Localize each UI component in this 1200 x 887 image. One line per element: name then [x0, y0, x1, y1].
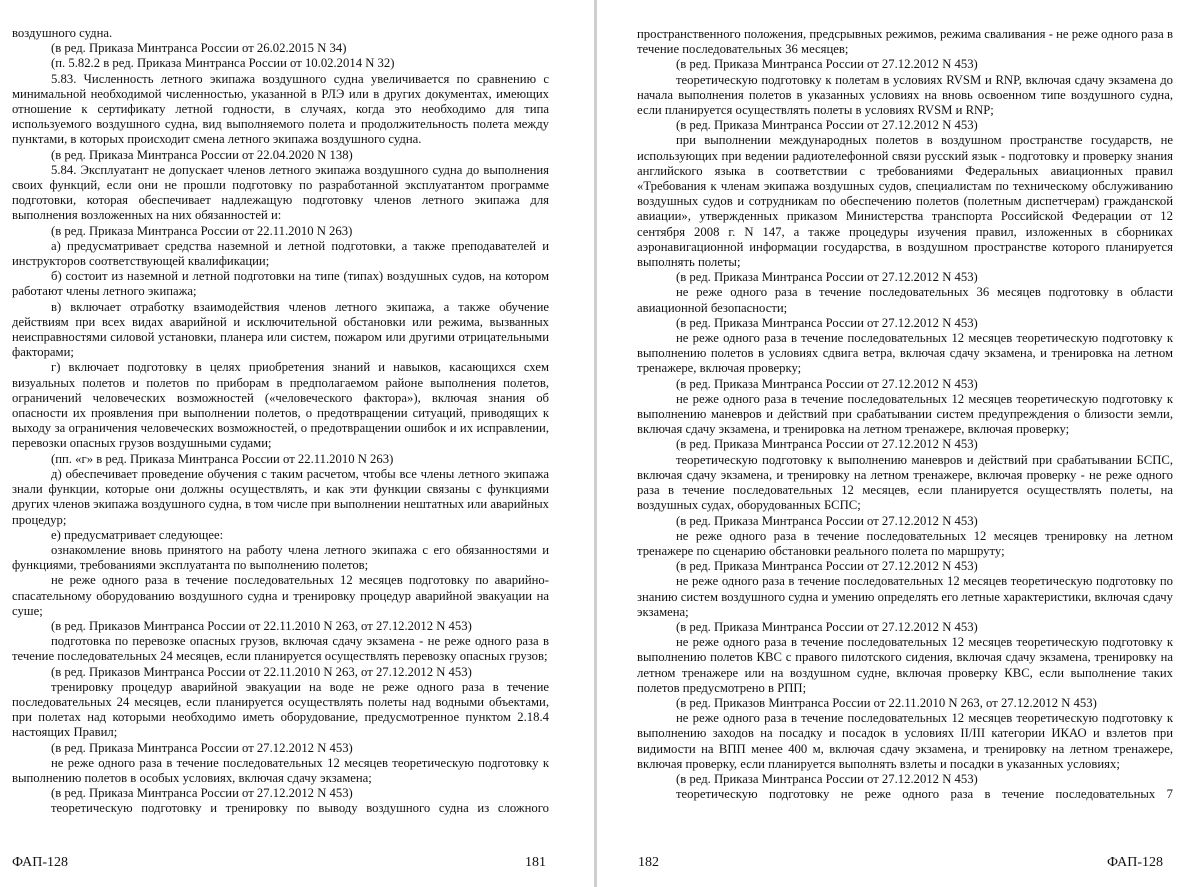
paragraph: (в ред. Приказа Минтранса России от 22.11.2010 N 263) [51, 223, 353, 238]
paragraph: (в ред. Приказов Минтранса России от 22.11.2010 N 263, от 27.12.2012 N 453) [51, 664, 472, 679]
paragraph: (в ред. Приказа Минтранса России от 27.12.2012 N 453) [51, 786, 353, 801]
right-page-number: 182 [638, 855, 659, 870]
paragraph: д) обеспечивает проведение обучения с таким расчетом, чтобы все члены летного экипажа знали функции, которые они должны осуществлять, и как эти функции связаны с функциями других членов экипажа воздушного судна, в том числе при выполнении нештатных или аварийных процедур; [12, 466, 549, 527]
paragraph: (в ред. Приказа Минтранса России от 27.12.2012 N 453) [676, 619, 978, 634]
paragraph: не реже одного раза в течение последовательных 12 месяцев тренировку на летном тренажере по сценарию обстановки реального полета по маршруту; [637, 528, 1173, 558]
paragraph: (в ред. Приказа Минтранса России от 27.12.2012 N 453) [676, 376, 978, 391]
paragraph: 5.83. Численность летного экипажа воздушного судна увеличивается по сравнению с минимальной необходимой численностью, указанной в РЛЭ или в других документах, имеющих отношение к сертификату летной годности, в случаях, когда это необходимо для типа используемого воздушного судна, вид выполняемого полета и продолжительность полета между пунктами, в которых происходит смена летного экипажа воздушного судна. [12, 71, 549, 147]
paragraph: тренировку процедур аварийной эвакуации на воде не реже одного раза в течение последовательных 24 месяцев, если планируется осуществлять полеты над водными объектами, при полетах над которыми необходимо иметь оборудование, предусмотренное пунктом 2.18.4 настоящих Правил; [12, 679, 549, 740]
paragraph: (в ред. Приказов Минтранса России от 22.11.2010 N 263, от 27.12.2012 N 453) [676, 695, 1097, 710]
right-page [597, 0, 1200, 887]
paragraph: 5.84. Эксплуатант не допускает членов летного экипажа воздушного судна до выполнения своих функций, если они не прошли подготовку по разработанной эксплуатантом программе подготовки, которая обеспечивает надлежащую подготовку членов летного экипажа для выполнения возложенных на них обязанностей и: [12, 162, 549, 223]
right-page-body [637, 27, 1173, 802]
paragraph: (в ред. Приказа Минтранса России от 27.12.2012 N 453) [676, 437, 978, 452]
paragraph: не реже одного раза в течение последовательных 12 месяцев теоретическую подготовку по знанию систем воздушного судна и умению определять его летные характеристики, включая сдачу экзамена; [637, 574, 1173, 619]
paragraph: теоретическую подготовку к полетам в условиях RVSM и RNP, включая сдачу экзамена до начала выполнения полетов в указанных условиях на вновь освоенном типе воздушного судна, если планируется осуществлять полеты в условиях RVSM и RNP; [637, 72, 1173, 118]
paragraph: (в ред. Приказа Минтранса России от 27.12.2012 N 453) [676, 559, 978, 574]
paragraph: (в ред. Приказа Минтранса России от 27.12.2012 N 453) [676, 315, 978, 330]
paragraph: воздушного судна. [12, 26, 113, 40]
paragraph: пространственного положения, предсрывных режимов, режима сваливания - не реже одного раза в течение последовательных 36 месяцев; [637, 27, 1173, 57]
paragraph: (в ред. Приказа Минтранса России от 27.12.2012 N 453) [676, 57, 978, 72]
left-page [0, 0, 594, 887]
paragraph: ознакомление вновь принятого на работу члена летного экипажа с его обязанностями и функциями, требованиями эксплуатанта по выполнению полетов; [12, 542, 549, 573]
paragraph: г) включает подготовку в целях приобретения знаний и навыков, касающихся схем визуальных полетов и полетов по приборам в предполагаемом районе выполнения полетов, ограничений человеческих возможностей («человеческого фактора»), включая знания об опасности их проявления при выполнении полетов, о предотвращении ситуаций, приводящих к выходу за ограничения человеческих возможностей, о предотвращении ошибок и их исправлении, перевозки опасных грузов воздушными судами; [12, 360, 549, 451]
left-page-body [12, 26, 549, 817]
paragraph: не реже одного раза в течение последовательных 12 месяцев теоретическую подготовку к выполнению полетов в условиях сдвига ветра, включая сдачу экзамена, и тренировка на летном тренажере, включая проверку; [637, 331, 1173, 376]
paragraph: (в ред. Приказа Минтранса России от 27.12.2012 N 453) [676, 118, 978, 133]
paragraph: (в ред. Приказа Минтранса России от 27.12.2012 N 453) [676, 270, 978, 285]
paragraph: не реже одного раза в течение последовательных 12 месяцев теоретическую подготовку к выполнению полетов КВС с правого пилотского сидения, включая сдачу экзамена, тренировку на летном тренажере или на воздушном судне, включая проверку КВС, если выполнение таких полетов предусмотрено в РПП; [637, 635, 1173, 695]
paragraph: не реже одного раза в течение последовательных 12 месяцев теоретическую подготовку к выполнению маневров и действий при срабатывании систем предупреждения о близости земли, включая сдачу экзамена, и тренировка на летном тренажере, включая проверку; [637, 391, 1173, 437]
paragraph: (п. 5.82.2 в ред. Приказа Минтранса России от 10.02.2014 N 32) [51, 56, 395, 71]
paragraph: (в ред. Приказа Минтранса России от 27.12.2012 N 453) [676, 771, 978, 786]
paragraph: не реже одного раза в течение последовательных 12 месяцев подготовку по аварийно-спасательному оборудованию воздушного судна и тренировку процедур аварийной эвакуации на суше; [12, 573, 549, 618]
paragraph: не реже одного раза в течение последовательных 12 месяцев теоретическую подготовку к выполнению заходов на посадку и посадок в условиях II/III категории ИКАО и взлетов при видимости на ВПП менее 400 м, включая сдачу экзамена, и тренировку на летном тренажере, включая проверку, если планируется выполнять взлеты и посадки в указанных условиях; [637, 711, 1173, 771]
paragraph: а) предусматривает средства наземной и летной подготовки, а также преподавателей и инструкторов соответствующей квалификации; [12, 238, 549, 269]
paragraph: (в ред. Приказа Минтранса России от 26.02.2015 N 34) [51, 41, 347, 56]
paragraph: б) состоит из наземной и летной подготовки на типе (типах) воздушных судов, на котором работают члены летного экипажа; [12, 269, 549, 299]
paragraph: не реже одного раза в течение последовательных 36 месяцев подготовку в области авиационной безопасности; [637, 285, 1173, 315]
paragraph: при выполнении международных полетов в воздушном пространстве государств, не использующих при ведении радиотелефонной связи русский язык - подготовку и проверку знания английского языка в соответствии с требованиями Федеральных авиационных правил «Требования к членам экипажа воздушных судов, специалистам по техническому обслуживанию воздушных судов и сотрудникам по обеспечению полетов (полетным диспетчерам) гражданской авиации», утвержденных приказом Министерства транспорта Российской Федерации от 12 сентября 2008 г. N 147, а также процедуры изучения правил, изложенных в сборниках аэронавигационной информации государства, в воздушном пространстве которого планируется выполнять полеты; [637, 133, 1173, 270]
paragraph: теоретическую подготовку и тренировку по выводу воздушного судна из сложного [51, 801, 549, 816]
paragraph: (пп. «г» в ред. Приказа Минтранса России от 22.11.2010 N 263) [51, 451, 394, 466]
paragraph: (в ред. Приказа Минтранса России от 22.04.2020 N 138) [51, 147, 353, 162]
paragraph: теоретическую подготовку к выполнению маневров и действий при срабатывании БСПС, включая сдачу экзамена, и тренировку на летном тренажере, включая проверку - не реже одного раза в течение последовательных 12 месяцев, если планируется осуществлять полеты, на воздушных судах, оборудованных БСПС; [637, 452, 1173, 513]
paragraph: е) предусматривает следующее: [51, 527, 224, 542]
paragraph: (в ред. Приказа Минтранса России от 27.12.2012 N 453) [676, 513, 978, 528]
paragraph: теоретическую подготовку не реже одного раза в течение последовательных 7 [676, 787, 1173, 802]
left-page-footer-title: ФАП-128 [12, 855, 69, 870]
paragraph: в) включает отработку взаимодействия членов летного экипажа, а также обучение действиям при всех видах аварийной и исключительной обстановки или режима, вызванных неисправностями силовой установки, планера или систем, пожаром или другими отрицательными факторами; [12, 299, 549, 360]
paragraph: (в ред. Приказа Минтранса России от 27.12.2012 N 453) [51, 740, 353, 755]
paragraph: (в ред. Приказов Минтранса России от 22.11.2010 N 263, от 27.12.2012 N 453) [51, 618, 472, 633]
paragraph: не реже одного раза в течение последовательных 12 месяцев теоретическую подготовку к выполнению полетов в особых условиях, включая сдачу экзамена; [12, 755, 549, 785]
right-page-footer-title: ФАП-128 [1107, 855, 1164, 870]
paragraph: подготовка по перевозке опасных грузов, включая сдачу экзамена - не реже одного раза в течение последовательных 24 месяцев, если планируется осуществлять перевозку опасных грузов; [12, 634, 549, 664]
left-page-number: 181 [525, 855, 546, 870]
